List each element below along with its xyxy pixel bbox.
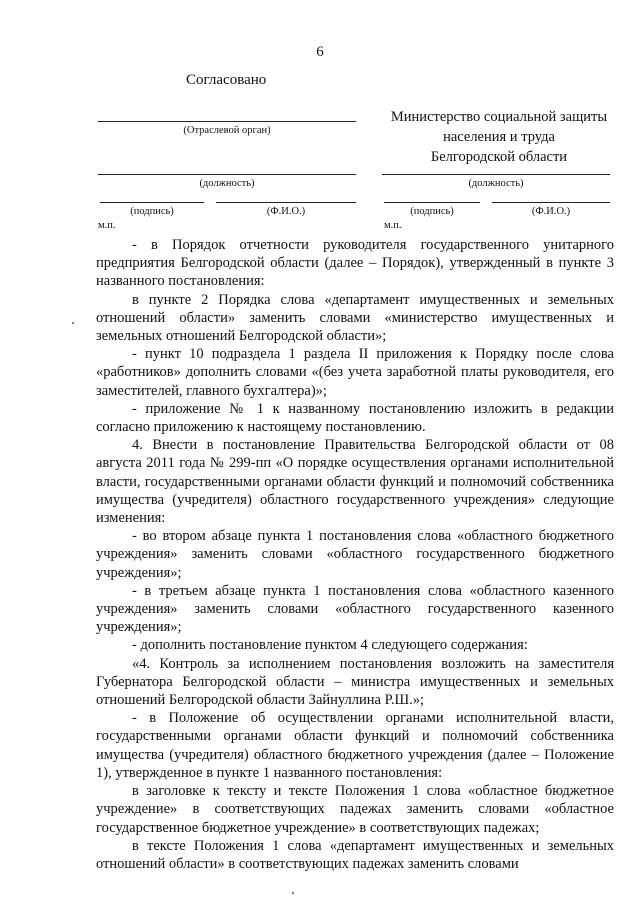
name-caption: (Ф.И.О.): [531, 206, 571, 217]
name-line: [216, 202, 356, 203]
seal-label: м.п.: [98, 220, 116, 231]
paragraph: - в Порядок отчетности руководителя государственного унитарного предприятия Белгородской области (далее – Порядок), утвержденный в пункте 3 названного постановления:: [96, 237, 614, 290]
paragraph: в заголовке к тексту и тексте Положения 1 слова «областное бюджетное учреждение» в соответствующих падежах заменить словами «областное государственное бюджетное учреждение» в соответствующих падежах;: [96, 783, 614, 836]
scan-speck: [292, 892, 294, 894]
paragraph: - приложение № 1 к названному постановлению изложить в редакции согласно приложению к настоящему постановлению.: [96, 400, 614, 436]
position-line: [98, 174, 356, 175]
name-line: [492, 202, 610, 203]
signature-line: [100, 202, 204, 203]
name-caption: (Ф.И.О.): [266, 206, 306, 217]
paragraph: - в Положение об осуществлении органами исполнительной власти, государственными органами области функций и полномочий собственника имущества (учредителя) областного бюджетного учреждения (далее – Положение 1), утвержденное в пункте 1 названного постановления:: [96, 710, 614, 781]
paragraph: - пункт 10 подраздела 1 раздела II приложения к Порядку после слова «работников» дополнить словами «(без учета заработной платы руководителя, его заместителей, главного бухгалтера)»;: [96, 346, 614, 399]
agreed-heading: Согласовано: [186, 72, 267, 88]
paragraph: - во втором абзаце пункта 1 постановления слова «областного бюджетного учреждения» заменить словами «областного государственного бюджетного учреждения»;: [96, 528, 614, 581]
signature-caption: (подпись): [410, 206, 454, 217]
seal-label: м.п.: [384, 220, 402, 231]
paragraph: 4. Внести в постановление Правительства Белгородской области от 08 августа 2011 года № 299-пп «О порядке осуществления органами исполнительной власти, государственными органами области функций и полномочий собственника имущества (учредителя) областного государственного учреждения» следующие изменения:: [96, 437, 614, 527]
ministry-line: Министерство социальной защиты: [390, 109, 608, 125]
page-number: 6: [316, 44, 324, 60]
ministry-name: [378, 107, 620, 167]
organ-caption: (Отраслевой орган): [183, 125, 271, 136]
paragraph: в тексте Положения 1 слова «департамент имущественных и земельных отношений области» в соответствующих падежах заменить словами: [96, 837, 614, 872]
organ-line: [98, 121, 356, 122]
scan-speck: [72, 322, 74, 324]
document-body: [96, 236, 614, 873]
paragraph: «4. Контроль за исполнением постановления возложить на заместителя Губернатора Белгородской области – министра имущественных и земельных отношений Белгородской области Зайнуллина Р.Ш.»;: [96, 655, 614, 709]
position-line: [382, 174, 610, 175]
position-caption: (должность): [468, 178, 524, 189]
paragraph: - в третьем абзаце пункта 1 постановления слова «областного казенного учреждения» заменить словами «областного государственного казенного учреждения»;: [96, 582, 614, 636]
signature-caption: (подпись): [130, 206, 174, 217]
position-caption: (должность): [199, 178, 255, 189]
signature-line: [384, 202, 480, 203]
paragraph: в пункте 2 Порядка слова «департамент имущественных и земельных отношений области» заменить словами «министерство имущественных и земельных отношений Белгородской области»;: [96, 291, 614, 345]
ministry-line: населения и труда: [443, 129, 555, 145]
ministry-line: Белгородской области: [430, 149, 568, 165]
paragraph: - дополнить постановление пунктом 4 следующего содержания:: [132, 637, 528, 654]
